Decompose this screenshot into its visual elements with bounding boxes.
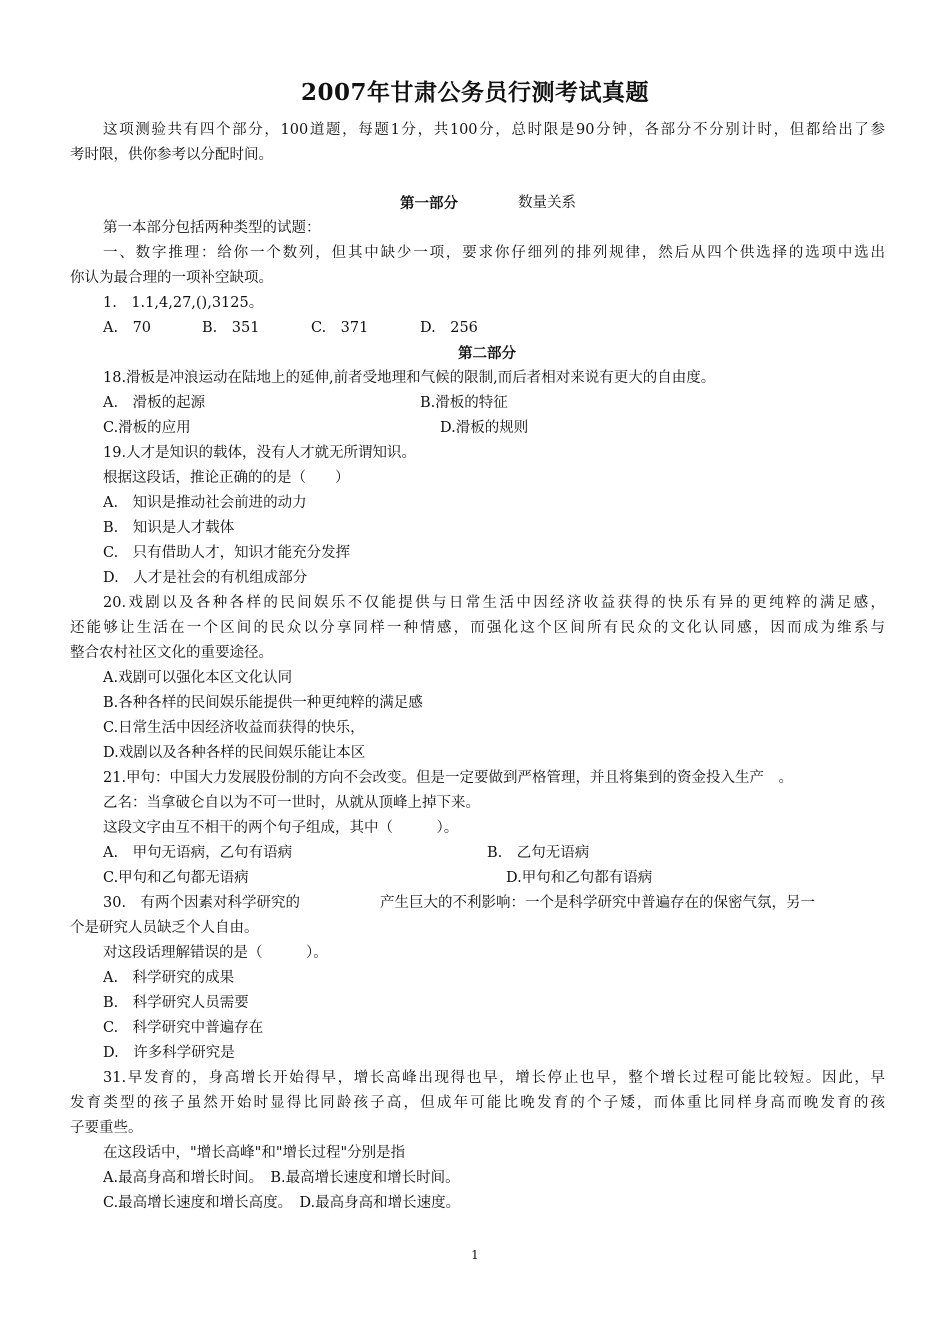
q20-stem-line-1: 20.戏剧以及各种各样的民间娱乐不仅能提供与日常生活中因经济收益获得的快乐有异的更纯粹的满足感， [103,595,885,611]
q18-stem: 18.滑板是冲浪运动在陆地上的延伸,前者受地理和气候的限制,而后者相对来说有更大的自由度。 [103,370,716,386]
q30-option-a: A. 科学研究的成果 [103,970,235,986]
q21-option-c: C.甲句和乙句都无语病 [103,870,249,886]
document-title: 2007年甘肃公务员行测考试真题 [300,79,649,106]
q19-option-c: C. 只有借助人才，知识才能充分发挥 [103,545,351,561]
q31-prompt: 在这段话中，"增长高峰"和"增长过程"分别是指 [103,1145,406,1161]
q20-option-d: D.戏剧以及各种各样的民间娱乐能让本区 [103,745,366,761]
q21-option-d: D.甲句和乙句都有语病 [506,870,653,886]
part1-heading-number: 第一部分 [400,195,458,212]
q18-option-b: B.滑板的特征 [420,395,508,411]
q21-option-a: A. 甲句无语病，乙句有语病 [103,845,293,861]
q1-option-a: A. 70 [103,320,152,336]
q20-option-c: C.日常生活中因经济收益而获得的快乐， [103,720,365,736]
q18-option-a: A. 滑板的起源 [103,395,206,411]
q30-prompt: 对这段话理解错误的是（ ）。 [103,945,328,961]
page-number: 1 [471,1248,479,1262]
q30-option-b: B. 科学研究人员需要 [103,995,249,1011]
q19-option-d: D. 人才是社会的有机组成部分 [103,570,308,586]
q20-stem-line-2: 还能够让生活在一个区间的民众以分享同样一种情感，而强化这个区间所有民众的文化认同感，因而成为维系与 [70,620,885,636]
q31-options-ab: A.最高身高和增长时间。 B.最高增长速度和增长时间。 [103,1170,460,1186]
q31-stem-line-1: 31.早发育的，身高增长开始得早，增长高峰出现得也早，增长停止也早，整个增长过程可能比较短。因此，早 [103,1070,885,1086]
q20-option-b: B.各种各样的民间娱乐能提供一种更纯粹的满足感 [103,695,423,711]
q21-stem-line-1: 21.甲句：中国大力发展股份制的方向不会改变。但是一定要做到严格管理，并且将集到的资金投入生产 。 [103,770,794,786]
q19-option-a: A. 知识是推动社会前进的动力 [103,495,307,511]
part1-type1-line-1: 一、数字推理：给你一个数列，但其中缺少一项，要求你仔细列的排列规律，然后从四个供选择的选项中选出 [103,245,885,261]
q30-stem-line-2: 个是研究人员缺乏个人自由。 [70,920,259,936]
intro-line-2: 考时限，供你参考以分配时间。 [70,147,273,163]
q21-option-b: B. 乙句无语病 [487,845,590,861]
intro-line-1: 这项测验共有四个部分，100道题，每题1分，共100分，总时限是90分钟，各部分不分别计时，但都给出了参 [103,122,885,138]
q1-option-d: D. 256 [420,320,478,336]
q30-stem-line-1a: 30. 有两个因素对科学研究的 [103,895,301,911]
q1-option-b: B. 351 [202,320,260,336]
q1-stem: 1. 1.1,4,27,(),3125。 [103,295,264,311]
q21-prompt: 这段文字由互不相干的两个句子组成，其中（ ）。 [103,820,459,836]
q20-option-a: A.戏剧可以强化本区文化认同 [103,670,293,686]
part2-heading: 第二部分 [458,345,516,362]
q21-stem-line-2: 乙名：当拿破仑自以为不可一世时，从就从顶峰上掉下来。 [103,795,480,811]
q19-option-b: B. 知识是人才载体 [103,520,235,536]
part1-type1-line-2: 你认为最合理的一项补空缺项。 [70,270,273,286]
q1-option-c: C. 371 [311,320,369,336]
q18-option-c: C.滑板的应用 [103,420,191,436]
q30-stem-line-1b: 产生巨大的不利影响：一个是科学研究中普遍存在的保密气氛，另一 [380,895,815,911]
q30-option-d: D. 许多科学研究是 [103,1045,235,1061]
part1-heading-name: 数量关系 [518,195,576,211]
q30-option-c: C. 科学研究中普遍存在 [103,1020,264,1036]
part1-description: 第一本部分包括两种类型的试题： [103,220,321,236]
q31-stem-line-2: 发育类型的孩子虽然开始时显得比同龄孩子高，但成年可能比晚发育的个子矮，而体重比同样身高而晚发育的孩 [70,1095,885,1111]
q20-stem-line-3: 整合农村社区文化的重要途径。 [70,645,273,661]
q31-stem-line-3: 子要重些。 [70,1120,143,1136]
q18-option-d: D.滑板的规则 [440,420,529,436]
q31-options-cd: C.最高增长速度和增长高度。 D.最高身高和增长速度。 [103,1195,461,1211]
q19-prompt: 根据这段话，推论正确的的是（ ） [103,470,350,486]
q19-stem: 19.人才是知识的载体，没有人才就无所谓知识。 [103,445,417,461]
